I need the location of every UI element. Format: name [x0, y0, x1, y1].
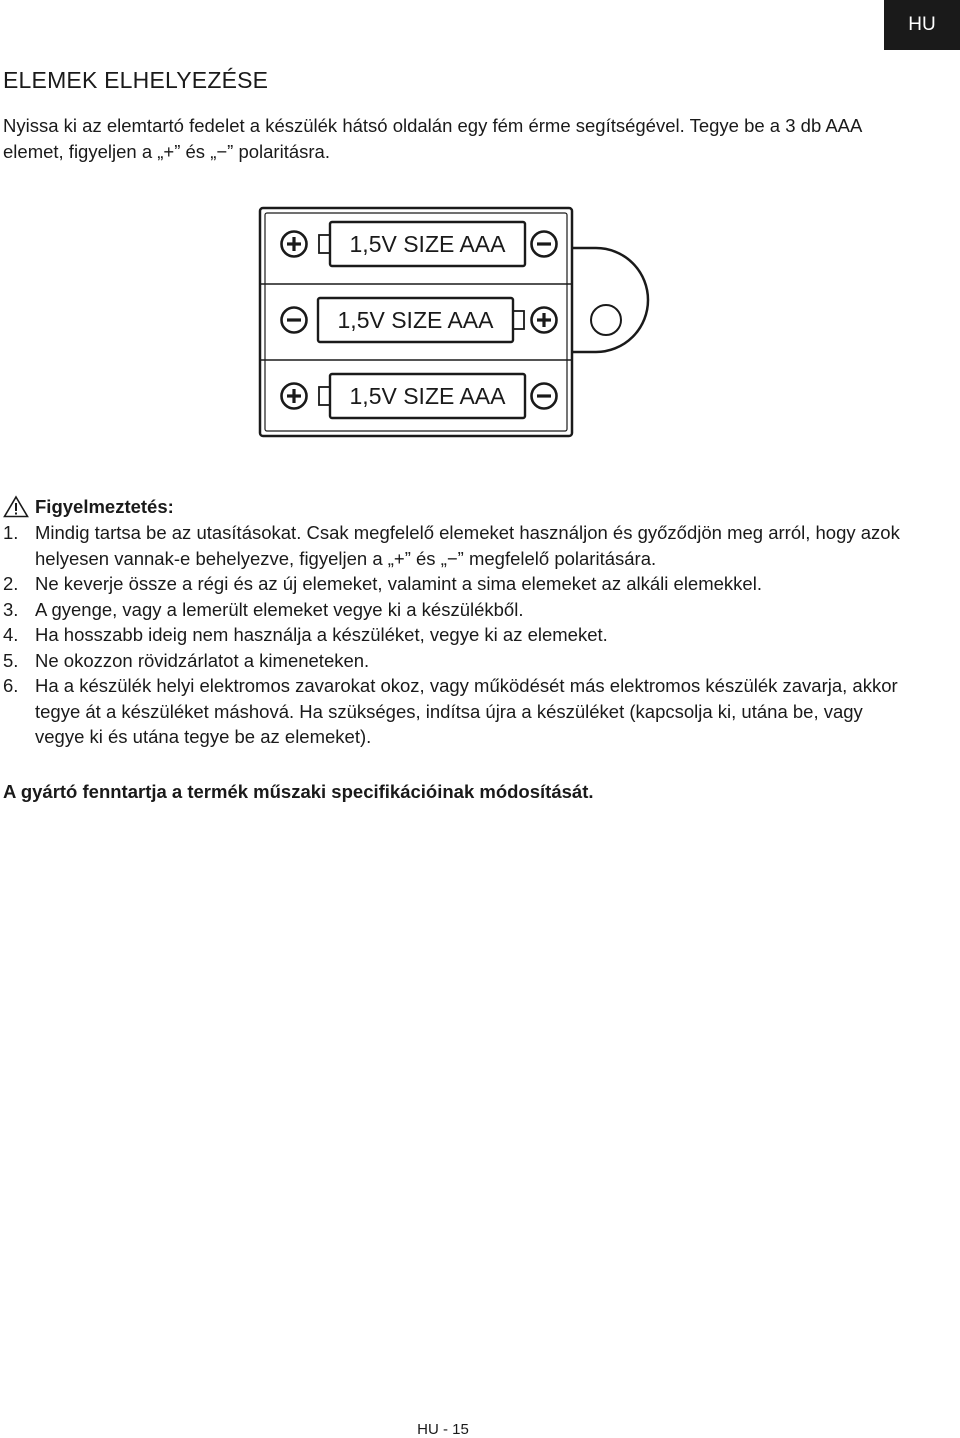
list-item-number: 6. [3, 675, 19, 696]
battery-terminal [513, 311, 524, 329]
section-heading: ELEMEK ELHELYEZÉSE [3, 67, 269, 93]
list-item-number: 5. [3, 649, 19, 671]
page-number: HU - 15 [417, 1421, 469, 1438]
warning-triangle-icon [3, 495, 29, 518]
list-item [3, 673, 903, 750]
language-badge [884, 0, 960, 50]
list-item-text: Ne keverje össze a régi és az új elemeket, valamint a sima elemeket az alkáli elemekkel. [35, 573, 762, 594]
plus-icon [532, 308, 557, 333]
list-item [3, 520, 903, 571]
list-item-text: Ha a készülék helyi elektromos zavarokat okoz, vagy működését más elektromos készülék zavarja, akkor tegye át a készüléket máshová. Ha szükséges, indítsa újra a készüléket (kapcsolja ki, utána be, vagy vegye ki és utána tegye be az elemeket). [35, 675, 898, 747]
warning-title [3, 495, 174, 518]
battery-slot [282, 298, 557, 342]
intro-paragraph: Nyissa ki az elemtartó fedelet a készülék hátsó oldalán egy fém érme segítségével. Tegye be a 3 db AAA elemet, figyeljen a „+” és „−” polaritásra. [3, 115, 862, 162]
language-label: HU [908, 14, 936, 35]
list-item-number: 3. [3, 598, 19, 620]
battery-label: 1,5V SIZE AAA [337, 307, 494, 333]
list-item-text: A gyenge, vagy a lemerült elemeket vegye ki a készülékből. [35, 598, 524, 620]
minus-icon [532, 384, 557, 409]
warning-list [3, 520, 903, 750]
minus-icon [532, 232, 557, 257]
list-item [3, 571, 903, 597]
manufacturer-note: A gyártó fenntartja a termék műszaki specifikációinak módosítását. [3, 781, 594, 802]
list-item-text: Ne okozzon rövidzárlatot a kimeneteken. [35, 649, 370, 671]
battery-slot [282, 374, 557, 418]
list-item [3, 648, 903, 674]
plus-icon [282, 384, 307, 409]
battery-label: 1,5V SIZE AAA [349, 383, 506, 409]
plus-icon [282, 232, 307, 257]
list-item [3, 622, 903, 648]
list-item-number: 4. [3, 624, 19, 645]
battery-compartment-diagram [250, 200, 650, 445]
list-item-number: 1. [3, 522, 19, 543]
list-item-text: Mindig tartsa be az utasításokat. Csak megfelelő elemeket használjon és győződjön meg arról, hogy azok helyesen vannak-e behelyezve, figyeljen a „+” és „−” megfelelő polaritására. [35, 522, 900, 569]
battery-terminal [319, 235, 330, 253]
warning-title-text: Figyelmeztetés: [35, 496, 174, 517]
battery-slot [282, 222, 557, 266]
battery-label: 1,5V SIZE AAA [349, 231, 506, 257]
battery-terminal [319, 387, 330, 405]
minus-icon [282, 308, 307, 333]
list-item-text: Ha hosszabb ideig nem használja a készüléket, vegye ki az elemeket. [35, 624, 608, 645]
list-item-number: 2. [3, 573, 19, 594]
list-item [3, 597, 903, 623]
mounting-tab [572, 248, 648, 352]
